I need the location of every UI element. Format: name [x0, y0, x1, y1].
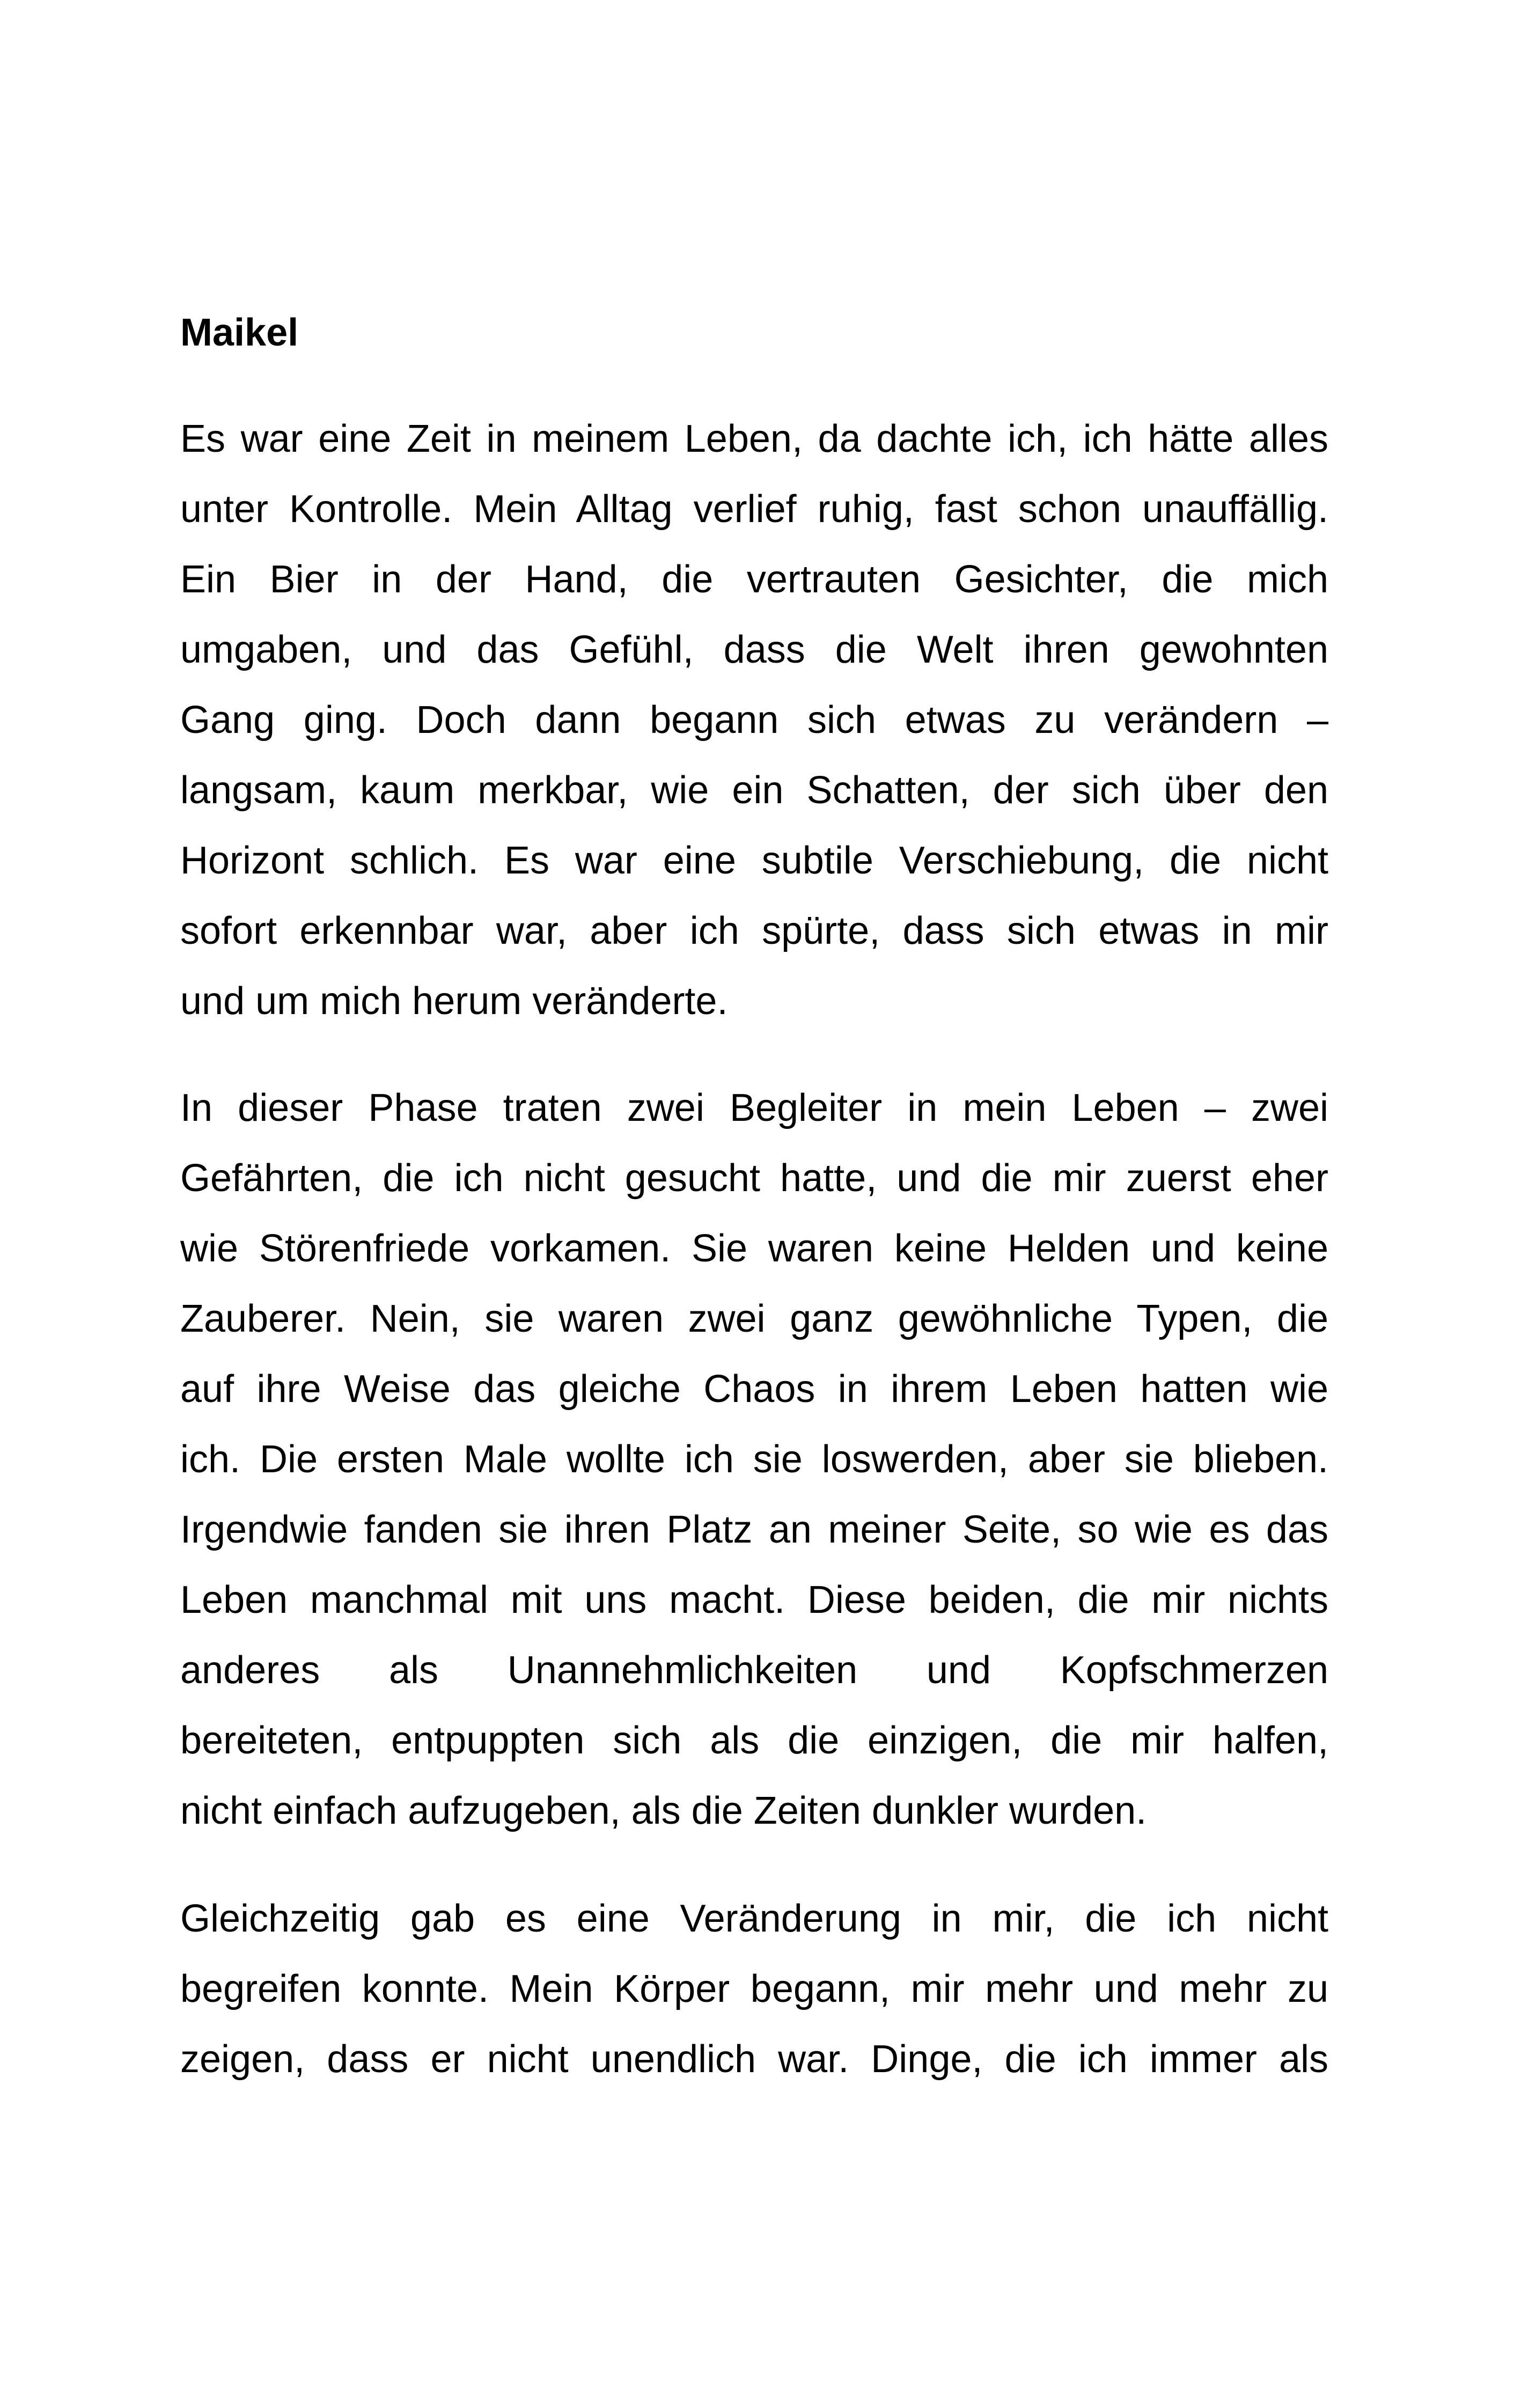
text-line: umgaben, und das Gefühl, dass die Welt ihren gewohnten	[180, 628, 1328, 671]
chapter-title: Maikel	[180, 311, 299, 354]
text-line: und um mich herum veränderte.	[180, 980, 728, 1023]
text-line: begreifen konnte. Mein Körper begann, mir mehr und mehr zu	[180, 1967, 1328, 2010]
text-line: Gefährten, die ich nicht gesucht hatte, und die mir zuerst eher	[180, 1157, 1328, 1200]
paragraph-3	[180, 1884, 1328, 2095]
text-line: Es war eine Zeit in meinem Leben, da dachte ich, ich hätte alles	[180, 417, 1328, 460]
paragraph-2	[180, 1073, 1328, 1846]
text-line: zeigen, dass er nicht unendlich war. Dinge, die ich immer als	[180, 2038, 1328, 2081]
text-line: Leben manchmal mit uns macht. Diese beiden, die mir nichts	[180, 1579, 1328, 1621]
text-line: Zauberer. Nein, sie waren zwei ganz gewöhnliche Typen, die	[180, 1297, 1328, 1340]
text-line: bereiteten, entpuppten sich als die einzigen, die mir halfen,	[180, 1719, 1328, 1762]
text-line: wie Störenfriede vorkamen. Sie waren keine Helden und keine	[180, 1227, 1328, 1270]
text-line: In dieser Phase traten zwei Begleiter in mein Leben – zwei	[180, 1086, 1328, 1129]
text-line: unter Kontrolle. Mein Alltag verlief ruhig, fast schon unauffällig.	[180, 488, 1328, 531]
text-line: auf ihre Weise das gleiche Chaos in ihrem Leben hatten wie	[180, 1368, 1328, 1411]
text-line: Ein Bier in der Hand, die vertrauten Gesichter, die mich	[180, 558, 1328, 601]
text-line: ich. Die ersten Male wollte ich sie loswerden, aber sie blieben.	[180, 1438, 1328, 1481]
text-line: Gang ging. Doch dann begann sich etwas zu verändern –	[180, 699, 1328, 742]
text-line: Gleichzeitig gab es eine Veränderung in mir, die ich nicht	[180, 1897, 1328, 1940]
paragraph-1	[180, 404, 1328, 1037]
text-line: anderes als Unannehmlichkeiten und Kopfschmerzen	[180, 1649, 1328, 1692]
text-line: sofort erkennbar war, aber ich spürte, dass sich etwas in mir	[180, 909, 1328, 952]
text-line: nicht einfach aufzugeben, als die Zeiten dunkler wurden.	[180, 1789, 1147, 1832]
text-line: Irgendwie fanden sie ihren Platz an meiner Seite, so wie es das	[180, 1508, 1328, 1551]
text-line: Horizont schlich. Es war eine subtile Verschiebung, die nicht	[180, 839, 1328, 882]
text-line: langsam, kaum merkbar, wie ein Schatten, der sich über den	[180, 769, 1328, 812]
